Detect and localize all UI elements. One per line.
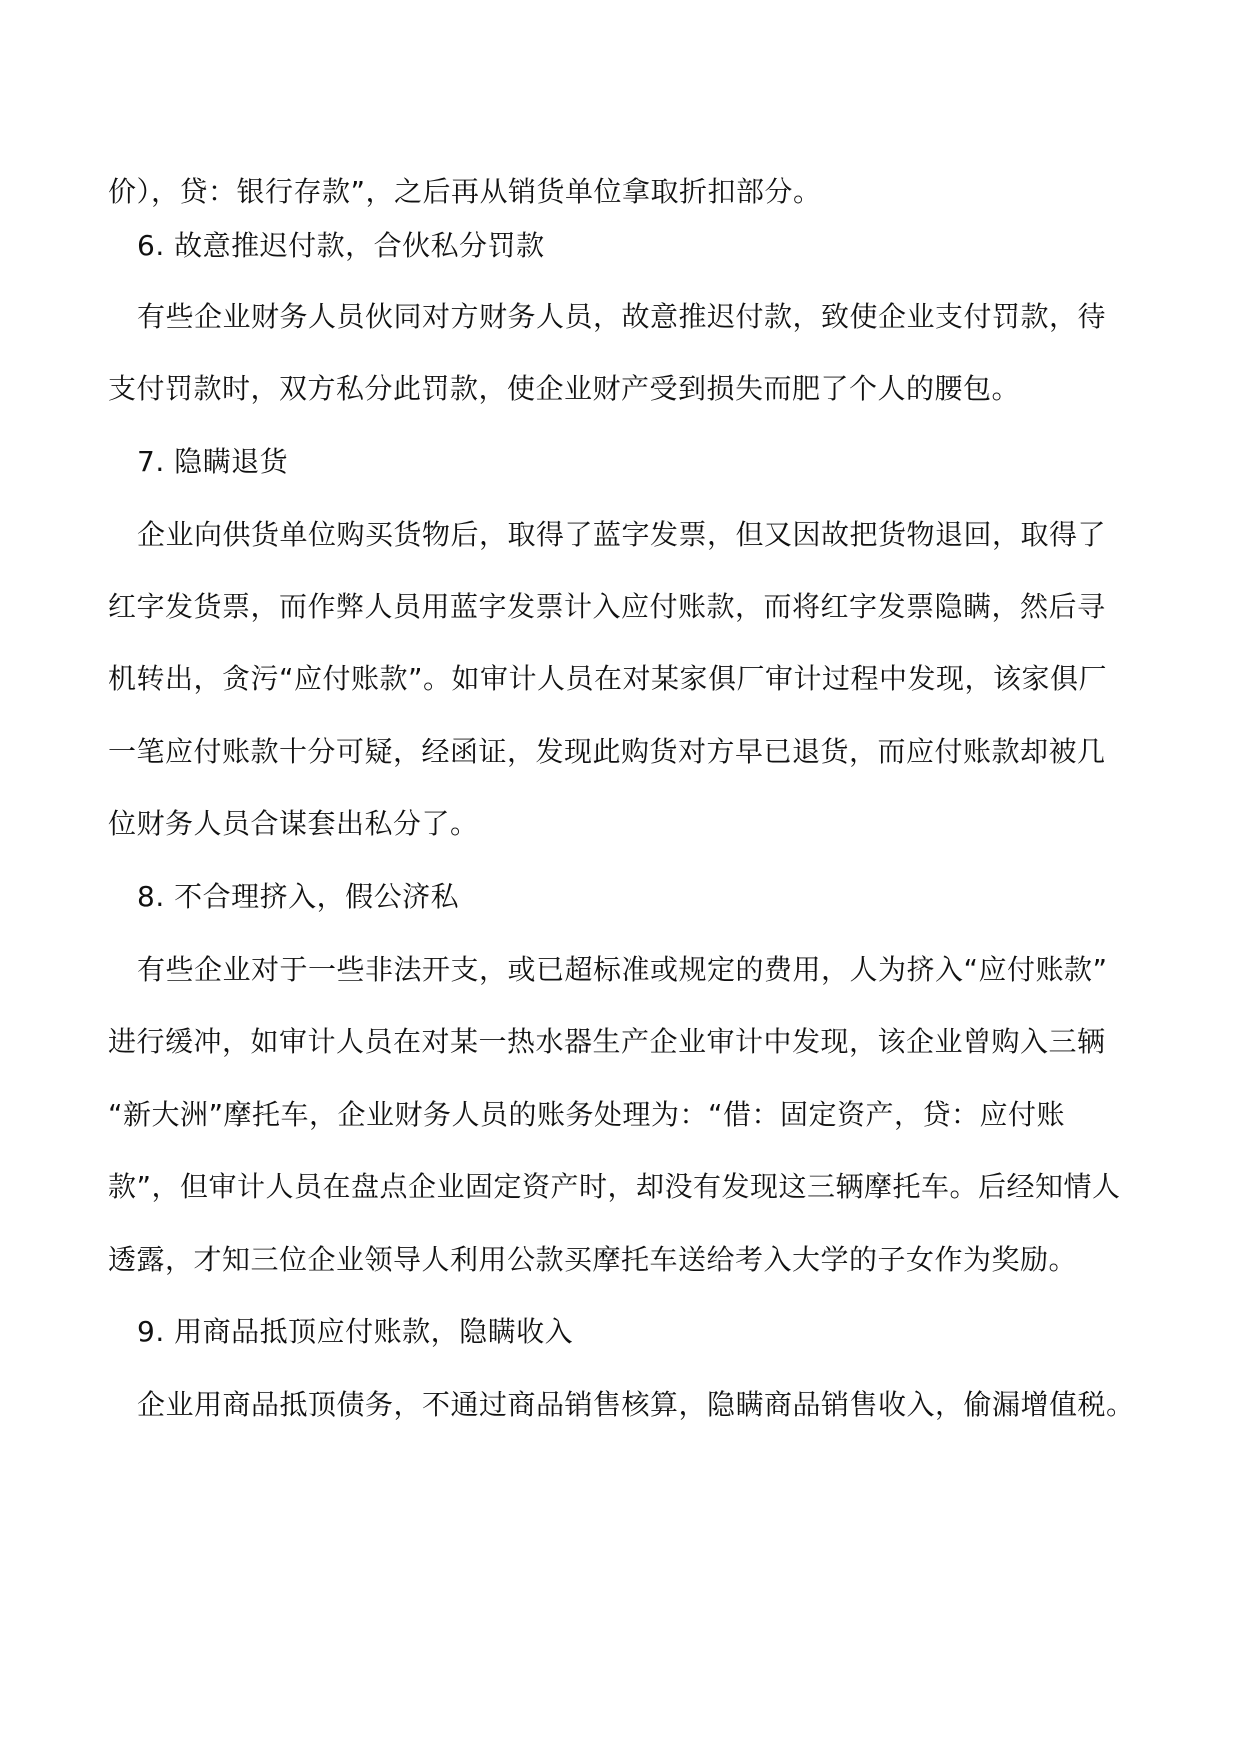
paragraph-line: 有些企业对于一些非法开支，或已超标准或规定的费用，人为挤入“应付账款” [137, 953, 1108, 986]
paragraph-line: 企业用商品抵顶债务，不通过商品销售核算，隐瞒商品销售收入，偷漏增值税。 [137, 1388, 1135, 1421]
paragraph-line: 透露，才知三位企业领导人利用公款买摩托车送给考入大学的子女作为奖励。 [108, 1243, 1078, 1276]
paragraph-line: 进行缓冲，如审计人员在对某一热水器生产企业审计中发现，该企业曾购入三辆 [108, 1025, 1106, 1058]
paragraph-line: “新大洲”摩托车，企业财务人员的账务处理为：“借：固定资产，贷：应付账 [108, 1098, 1066, 1131]
section-heading: 8. 不合理挤入，假公济私 [137, 880, 460, 913]
paragraph-line: 支付罚款时，双方私分此罚款，使企业财产受到损失而肥了个人的腰包。 [108, 372, 1021, 405]
section-heading: 9. 用商品抵顶应付账款，隐瞒收入 [137, 1315, 574, 1348]
paragraph-line: 位财务人员合谋套出私分了。 [108, 807, 479, 840]
paragraph-line: 一笔应付账款十分可疑，经函证，发现此购货对方早已退货，而应付账款却被几 [108, 735, 1106, 768]
paragraph-line: 机转出，贪污“应付账款”。如审计人员在对某家俱厂审计过程中发现，该家俱厂 [108, 662, 1108, 695]
section-heading: 6. 故意推迟付款，合伙私分罚款 [137, 229, 545, 262]
paragraph-line: 企业向供货单位购买货物后，取得了蓝字发票，但又因故把货物退回，取得了 [137, 518, 1107, 551]
paragraph-line: 价），贷：银行存款”，之后再从销货单位拿取折扣部分。 [108, 175, 822, 208]
paragraph-line: 红字发货票，而作弊人员用蓝字发票计入应付账款，而将红字发票隐瞒，然后寻 [108, 590, 1106, 623]
paragraph-line: 款”，但审计人员在盘点企业固定资产时，却没有发现这三辆摩托车。后经知情人 [108, 1170, 1121, 1203]
section-heading: 7. 隐瞒退货 [137, 445, 289, 478]
paragraph-line: 有些企业财务人员伙同对方财务人员，故意推迟付款，致使企业支付罚款，待 [137, 300, 1107, 333]
